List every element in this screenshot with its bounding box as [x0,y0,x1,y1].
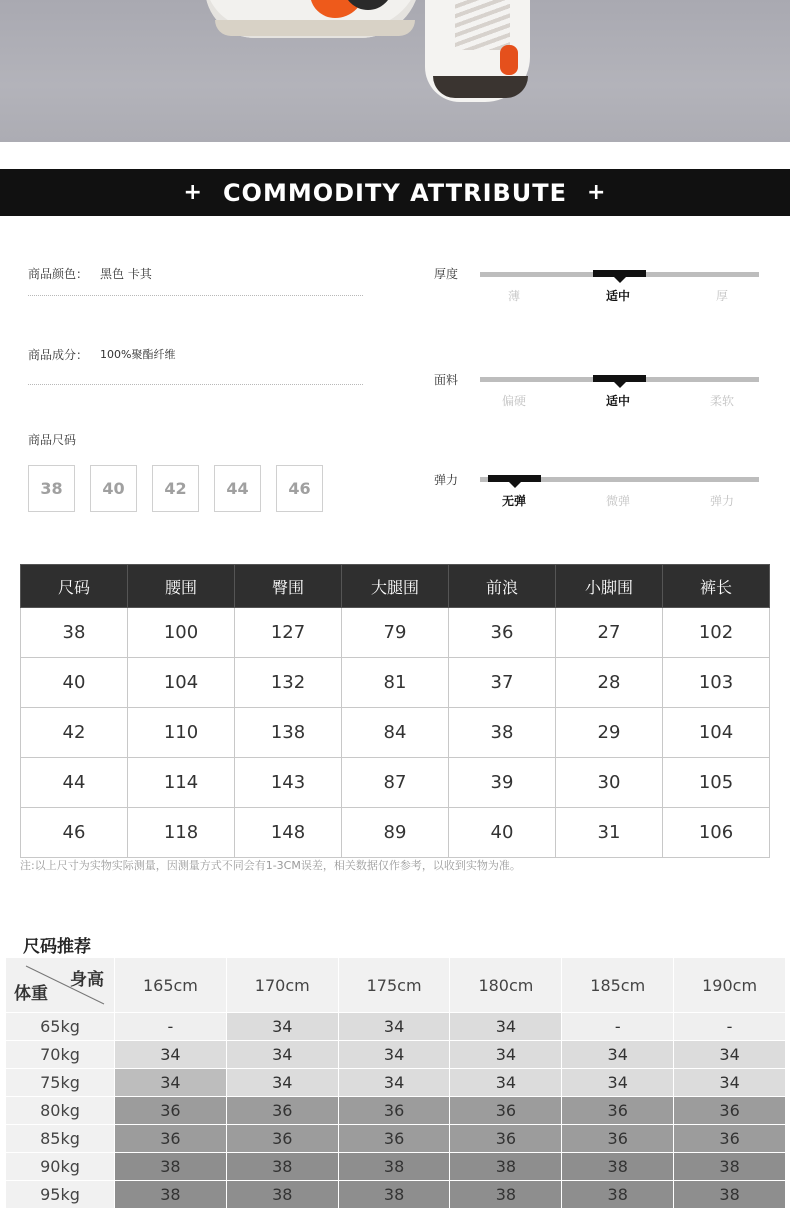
table-cell: 89 [342,808,449,858]
recommendation-cell: 34 [562,1069,674,1097]
thickness-label: 厚度 [434,267,459,281]
recommendation-cell: 36 [450,1125,562,1153]
table-cell: 30 [556,758,663,808]
recommendation-cell: 34 [115,1041,227,1069]
table-cell: 106 [663,808,770,858]
material-value: 100%聚酯纤维 [100,348,176,361]
elasticity-option-stretch: 弹力 [709,494,734,508]
thickness-option-thick: 厚 [715,289,728,303]
table-cell: 127 [235,608,342,658]
fabric-option-soft: 柔软 [709,394,734,408]
table-cell: 42 [21,708,128,758]
recommendation-cell: 38 [674,1153,786,1181]
recommendation-header-row [6,958,786,1013]
recommendation-cell: 36 [450,1097,562,1125]
divider [28,384,363,385]
fabric-label: 面料 [434,373,459,387]
recommendation-cell: 34 [674,1041,786,1069]
sneaker-left-image [205,0,420,38]
weight-cell: 80kg [6,1097,115,1125]
recommendation-cell: 36 [115,1125,227,1153]
table-cell: 114 [128,758,235,808]
table-cell: 29 [556,708,663,758]
size-label: 商品尺码 [28,433,77,447]
elasticity-option-none: 无弹 [501,494,526,508]
table-cell: 143 [235,758,342,808]
table-cell: 31 [556,808,663,858]
recommendation-cell: 36 [226,1125,338,1153]
table-cell: 138 [235,708,342,758]
recommendation-cell: 38 [115,1153,227,1181]
recommendation-cell: 36 [115,1097,227,1125]
table-cell: 81 [342,658,449,708]
recommendation-cell: 38 [562,1153,674,1181]
elasticity-label: 弹力 [434,473,459,487]
recommendation-cell: 38 [450,1153,562,1181]
banner-title: COMMODITY ATTRIBUTE [222,178,568,207]
table-cell: 38 [449,708,556,758]
recommendation-cell: 34 [450,1041,562,1069]
recommendation-cell: 34 [226,1069,338,1097]
table-row [21,708,770,758]
table-cell: 39 [449,758,556,808]
height-header: 175cm [338,958,450,1013]
weight-axis-label: 体重 [14,984,48,1004]
recommendation-cell: 38 [226,1153,338,1181]
recommendation-cell: 34 [226,1013,338,1041]
column-header-size: 尺码 [21,565,128,608]
thickness-indicator [593,270,646,277]
table-row [21,808,770,858]
table-row [6,1097,786,1125]
recommendation-cell: 38 [450,1181,562,1209]
size-option-38[interactable]: 38 [28,465,75,512]
table-row [6,1069,786,1097]
table-cell: 44 [21,758,128,808]
height-axis-label: 身高 [70,970,104,990]
table-cell: 79 [342,608,449,658]
fabric-indicator [593,375,646,382]
table-cell: 27 [556,608,663,658]
weight-cell: 95kg [6,1181,115,1209]
elasticity-indicator [488,475,541,482]
thickness-option-thin: 薄 [507,289,520,303]
recommendation-cell: 36 [674,1125,786,1153]
table-row [6,1125,786,1153]
table-row [6,1181,786,1209]
table-cell: 105 [663,758,770,808]
table-cell: 28 [556,658,663,708]
table-cell: 100 [128,608,235,658]
recommendation-cell: 34 [226,1041,338,1069]
table-cell: 46 [21,808,128,858]
table-cell: 104 [128,658,235,708]
material-label: 商品成分： [28,348,89,362]
table-row [6,1013,786,1041]
recommendation-cell: 36 [338,1097,450,1125]
table-cell: 104 [663,708,770,758]
table-row [6,1041,786,1069]
fabric-option-medium: 适中 [605,394,630,408]
height-header: 190cm [674,958,786,1013]
column-header-waist: 腰围 [128,565,235,608]
table-row [21,658,770,708]
product-photo [0,0,790,142]
recommendation-cell: - [115,1013,227,1041]
size-option-46[interactable]: 46 [276,465,323,512]
corner-cell [6,958,115,1013]
table-cell: 40 [21,658,128,708]
table-cell: 102 [663,608,770,658]
fabric-scale [480,377,759,382]
table-row [21,758,770,808]
recommendation-cell: 36 [338,1125,450,1153]
plus-icon: + [183,180,203,205]
thickness-option-medium: 适中 [605,289,630,303]
height-header: 170cm [226,958,338,1013]
size-option-42[interactable]: 42 [152,465,199,512]
size-recommendation-table [5,957,786,1209]
recommendation-cell: 38 [226,1181,338,1209]
table-cell: 148 [235,808,342,858]
recommendation-cell: 34 [338,1013,450,1041]
weight-cell: 85kg [6,1125,115,1153]
height-header: 185cm [562,958,674,1013]
section-banner [0,169,790,216]
table-header-row [21,565,770,608]
column-header-front-rise: 前浪 [449,565,556,608]
table-cell: 132 [235,658,342,708]
recommendation-cell: - [562,1013,674,1041]
table-row [6,1153,786,1181]
recommendation-cell: 34 [338,1069,450,1097]
recommendation-cell: 34 [674,1069,786,1097]
elasticity-scale [480,477,759,482]
recommendation-cell: 38 [338,1153,450,1181]
table-cell: 84 [342,708,449,758]
recommendation-cell: 36 [562,1097,674,1125]
recommendation-cell: 34 [338,1041,450,1069]
recommendation-cell: - [674,1013,786,1041]
table-cell: 87 [342,758,449,808]
column-header-leg-opening: 小脚围 [556,565,663,608]
weight-cell: 90kg [6,1153,115,1181]
elasticity-option-slight: 微弹 [605,494,630,508]
height-header: 180cm [450,958,562,1013]
recommendation-cell: 38 [338,1181,450,1209]
table-cell: 103 [663,658,770,708]
table-cell: 110 [128,708,235,758]
recommendation-cell: 38 [674,1181,786,1209]
recommendation-cell: 38 [115,1181,227,1209]
recommendation-cell: 34 [115,1069,227,1097]
size-chart-table [20,564,770,858]
table-cell: 38 [21,608,128,658]
recommendation-cell: 38 [562,1181,674,1209]
weight-cell: 65kg [6,1013,115,1041]
table-cell: 40 [449,808,556,858]
table-cell: 36 [449,608,556,658]
recommendation-cell: 36 [674,1097,786,1125]
recommendation-cell: 36 [562,1125,674,1153]
size-option-40[interactable]: 40 [90,465,137,512]
divider [28,295,363,296]
table-cell: 37 [449,658,556,708]
recommendation-cell: 34 [450,1069,562,1097]
table-row [21,608,770,658]
measurement-note: 注:以上尺寸为实物实际测量，因测量方式不同会有1-3CM误差，相关数据仅作参考，以收到实物为准。 [20,859,521,872]
column-header-length: 裤长 [663,565,770,608]
thickness-scale [480,272,759,277]
color-value: 黑色 卡其 [100,267,152,281]
height-header: 165cm [115,958,227,1013]
recommendation-title: 尺码推荐 [23,937,91,957]
sneaker-right-image [425,0,530,102]
column-header-thigh: 大腿围 [342,565,449,608]
recommendation-cell: 34 [450,1013,562,1041]
fabric-option-stiff: 偏硬 [501,394,526,408]
recommendation-cell: 36 [226,1097,338,1125]
weight-cell: 75kg [6,1069,115,1097]
table-cell: 118 [128,808,235,858]
size-option-44[interactable]: 44 [214,465,261,512]
plus-icon: + [587,180,607,205]
color-label: 商品颜色： [28,267,89,281]
weight-cell: 70kg [6,1041,115,1069]
column-header-hip: 臀围 [235,565,342,608]
recommendation-cell: 34 [562,1041,674,1069]
